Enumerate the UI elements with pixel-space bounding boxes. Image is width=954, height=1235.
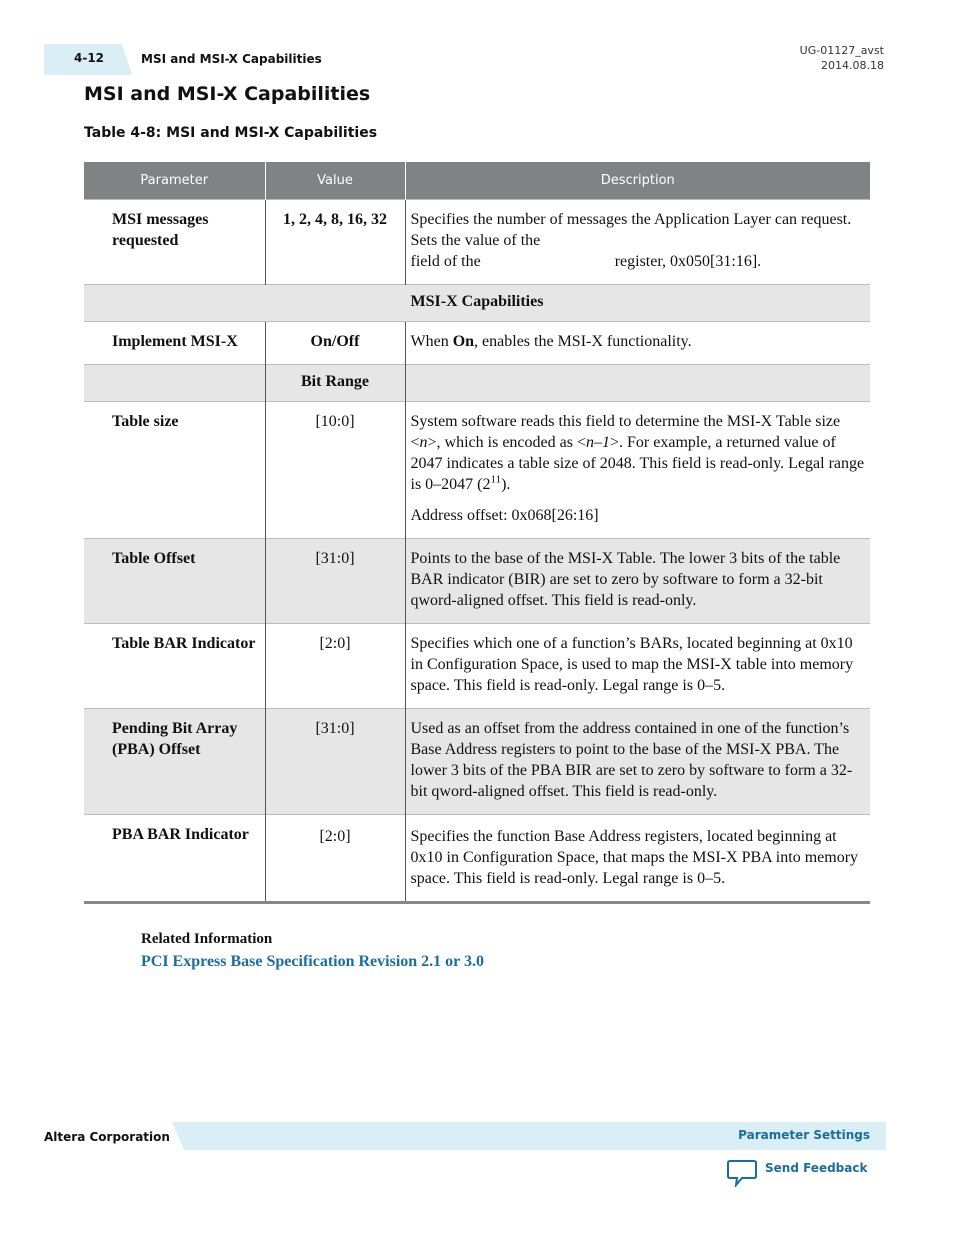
description-text: >. For example, a returned value of 2047 indicates a table size of 2048. This field is read-only. Legal range is 0–2047 (2	[410, 434, 865, 493]
value-cell: [2:0]	[265, 624, 405, 709]
table-row	[84, 402, 870, 539]
param-cell: Table BAR Indicator	[84, 624, 265, 709]
column-header-description: Description	[405, 162, 870, 200]
value-cell: [2:0]	[265, 815, 405, 903]
speech-bubble-icon[interactable]	[727, 1159, 757, 1187]
doc-info	[800, 43, 884, 73]
subheader-msix: MSI-X Capabilities	[84, 285, 870, 322]
description-bold: On	[452, 333, 475, 350]
footer-section-link[interactable]: Parameter Settings	[738, 1128, 870, 1142]
description-text: , enables the MSI-X functionality.	[474, 333, 692, 350]
value-cell: [31:0]	[265, 709, 405, 815]
running-title: MSI and MSI-X Capabilities	[141, 52, 322, 66]
description-paragraph: Address offset: 0x068[26:16]	[410, 507, 599, 524]
section-title: MSI and MSI-X Capabilities	[84, 83, 371, 105]
subheader-row	[84, 285, 870, 322]
description-text: >, which is encoded as <	[427, 434, 586, 451]
description-cell: Specifies the function Base Address registers, located beginning at 0x10 in Configuration Space, that maps the MSI-X PBA into memory space. This field is read-only. Legal range is 0–5.	[405, 815, 870, 903]
description-text: ).	[501, 476, 511, 493]
description-cell	[405, 200, 870, 285]
table-row	[84, 624, 870, 709]
column-header-value: Value	[265, 162, 405, 200]
description-italic: n	[419, 434, 428, 451]
description-text: field of the	[410, 253, 481, 270]
param-cell: PBA BAR Indicator	[84, 815, 265, 903]
param-cell: Implement MSI-X	[84, 322, 265, 365]
description-cell: Points to the base of the MSI-X Table. The lower 3 bits of the table BAR indicator (BIR) are set to zero by software to form a 32-bit qword-aligned offset. This field is read-only.	[405, 539, 870, 624]
send-feedback-link[interactable]: Send Feedback	[765, 1161, 868, 1175]
description-paragraph	[411, 411, 866, 495]
subheader-row	[84, 365, 870, 402]
subheader-bit-range: Bit Range	[265, 365, 405, 402]
description-text: System software reads this field to determine the MSI-X Table size <	[410, 413, 841, 451]
doc-id: UG-01127_avst	[799, 44, 884, 57]
param-cell: Table size	[84, 402, 265, 539]
subheader-empty	[405, 365, 870, 402]
doc-date: 2014.08.18	[821, 59, 884, 72]
value-cell: [10:0]	[265, 402, 405, 539]
footer-company: Altera Corporation	[44, 1130, 170, 1144]
table-row	[84, 539, 870, 624]
description-text: register, 0x050[31:16].	[614, 253, 762, 270]
table-row	[84, 322, 870, 365]
subheader-empty	[84, 365, 265, 402]
description-italic: n–1	[585, 434, 610, 451]
related-information-label: Related Information	[141, 931, 273, 947]
value-cell: On/Off	[265, 322, 405, 365]
superscript: 11	[490, 473, 502, 486]
column-header-parameter: Parameter	[84, 162, 265, 200]
pci-express-spec-link[interactable]: PCI Express Base Specification Revision 2.1 or 3.0	[141, 953, 484, 970]
description-cell	[405, 402, 870, 539]
table-row	[84, 200, 870, 285]
table-row	[84, 815, 870, 903]
table-header-row	[84, 162, 870, 200]
description-text: When	[410, 333, 453, 350]
value-cell: [31:0]	[265, 539, 405, 624]
table-row	[84, 709, 870, 815]
value-cell: 1, 2, 4, 8, 16, 32	[265, 200, 405, 285]
page-number: 4-12	[74, 51, 105, 65]
description-cell: Specifies which one of a function’s BARs, located beginning at 0x10 in Configuration Space, is used to map the MSI-X table into memory space. This field is read-only. Legal range is 0–5.	[405, 624, 870, 709]
table-caption: Table 4-8: MSI and MSI-X Capabilities	[84, 125, 378, 141]
description-cell	[405, 322, 870, 365]
description-cell: Used as an offset from the address contained in one of the function’s Base Address registers to point to the base of the MSI-X PBA. The lower 3 bits of the PBA BIR are set to zero by software to form a 32-bit qword-aligned offset. This field is read-only.	[405, 709, 870, 815]
description-text: Specifies the number of messages the Application Layer can request. Sets the value of the	[410, 211, 852, 249]
param-cell: MSI messages requested	[84, 200, 265, 285]
param-cell: Table Offset	[84, 539, 265, 624]
msi-capabilities-table	[84, 162, 870, 904]
param-cell: Pending Bit Array (PBA) Offset	[84, 709, 265, 815]
